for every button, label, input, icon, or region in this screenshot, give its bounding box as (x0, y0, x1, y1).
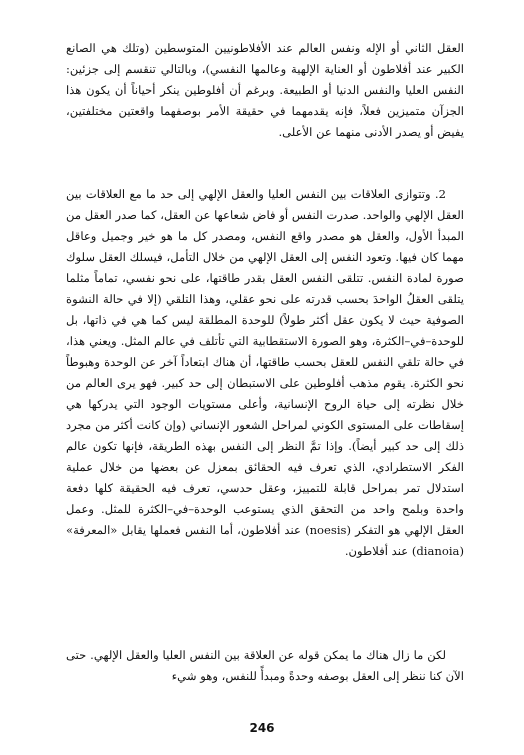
paragraph-1: العقل الثاني أو الإله ونفس العالم عند الأفلاطونيين المتوسطين (وتلك هي الصانع الكبير عند أفلاطون أو العناية الإلهية وعالمها النفسي)، وبالتالي تنقسم إلى جزئين: النفس العليا والنفس الدنيا أو الطبيعة. وبرغم أن أفلوطين ينكر أحياناً أن يكون هذا الجزآن متميزين فعلاً، فإنه يقدمهما في حقيقة الأمر بوصفهما واقعتين مختلفتين، يفيض أو يصدر الأدنى منهما عن الأعلى. (66, 41, 464, 139)
text-column-bottom (66, 645, 464, 687)
page-number: 246 (249, 721, 275, 735)
text-column-middle (66, 184, 464, 562)
paragraph-2: 2. وتتوازى العلاقات بين النفس العليا والعقل الإلهي إلى حد ما مع العلاقات بين العقل الإلهي والواحد. صدرت النفس أو فاض شعاعها عن العقل، كما صدر العقل من المبدأ الأول، والعقل هو مصدر واقع النفس، ومصدر كل ما هو خير وجميل وعاقل مهما كان فيها. وتعود النفس إلى العقل الإلهي من خلال التأمل، فيسلك العقل سلوك صورة لمادة النفس. تتلقى النفس العقل بقدر طاقتها، على نحو نفسي، تماماً مثلما يتلقى العقلُ الواحدَ بحسب قدرته على نحو عقلي، وهذا التلقي (إلا في حالة النشوة الصوفية حيث لا يكون عقل أكثر طولاً) للوحدة المطلقة ليس كما هي في ذاتها، بل للوحدة–في–الكثرة، وهو الصورة الاستقطابية التي تأتلف في عالم المثل. ويعني هذا، في حالة تلقي النفس للعقل بحسب طاقتها، أن هناك ابتعاداً آخر عن الوحدة وهبوطاً نحو الكثرة. يقوم مذهب أفلوطين على الاستبطان إلى حد كبير. فهو يرى العالم من خلال نظرته إلى حياة الروح الإنسانية، وأعلى مستويات الوجود التي يدركها هي إسقاطات على المستوى الكوني لمراحل الشعور الإنساني (وإن كانت أكثر من مجرد ذلك إلى حد كبير أيضاً). وإذا تمَّ النظر إلى النفس بهذه الطريقة، فإنها تكون عالم الفكر الاستطرادي، الذي تعرف فيه الحقائق بمعزل عن بعضها من خلال عملية استدلال تمر بمراحل قابلة للتمييز، وعقل حدسي، تعرف فيه الحقيقة كلها دفعة واحدة وبلمح واحد من التحقق الذي يستوعب الوحدة–في–الكثرة للمثل. وعمل العقل الإلهي هو التفكر (noesis) عند أفلاطون، أما النفس فعملها يقابل «المعرفة» (dianoia) عند أفلاطون. (66, 187, 464, 558)
text-column-top (66, 38, 464, 143)
paragraph-3: لكن ما زال هناك ما يمكن قوله عن العلاقة بين النفس العليا والعقل الإلهي. حتى الآن كنا ننظر إلى العقل بوصفه وحدةً ومبدأً للنفس، وهو شيء (66, 648, 464, 683)
